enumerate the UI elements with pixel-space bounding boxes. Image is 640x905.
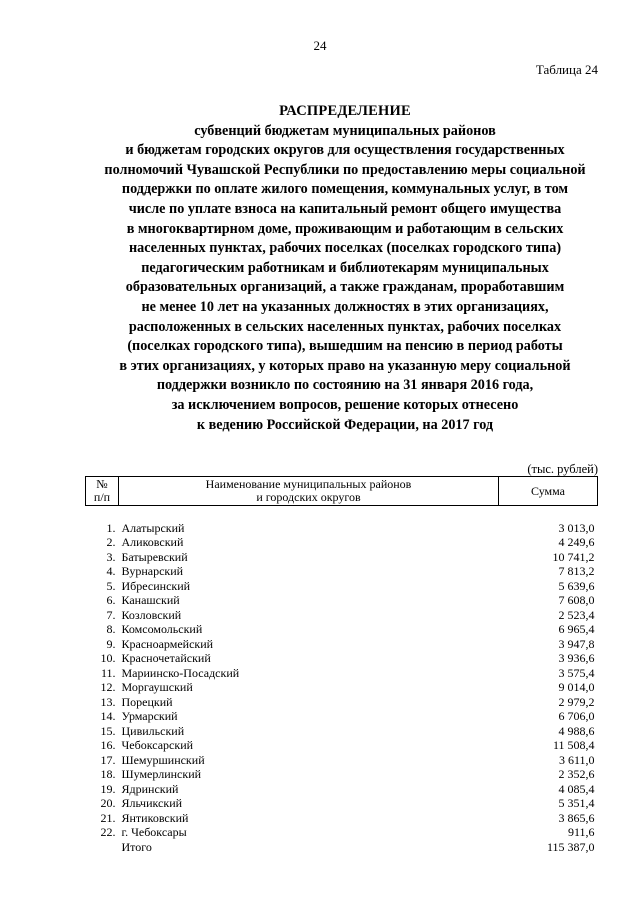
header-number xyxy=(86,477,119,506)
row-district-name: Комсомольский xyxy=(121,622,203,636)
row-sum: 2 523,4 xyxy=(558,607,595,622)
row-sum: 10 741,2 xyxy=(552,549,595,564)
title-line: не менее 10 лет на указанных должностях в этих организациях, xyxy=(141,298,549,315)
row-number: 15. xyxy=(100,723,116,738)
title-line: поддержки по оплате жилого помещения, коммунальных услуг, в том xyxy=(121,181,569,198)
table-row xyxy=(86,579,598,594)
row-number: 2. xyxy=(106,535,116,549)
units-label: (тыс. рублей) xyxy=(527,462,598,476)
total-label: Итого xyxy=(121,839,152,854)
row-number: 22. xyxy=(100,825,116,839)
table-row xyxy=(86,724,598,739)
total-number xyxy=(86,840,119,855)
header-name xyxy=(119,477,499,506)
table-row xyxy=(86,796,598,811)
table-row xyxy=(86,680,598,695)
title-line: полномочий Чувашской Республики по предоставлению меры социальной xyxy=(104,161,586,178)
row-sum: 6 706,0 xyxy=(558,709,595,723)
title-line: расположенных в сельских населенных пунктах, рабочих поселках xyxy=(128,318,562,335)
table-row xyxy=(86,782,598,797)
row-sum: 4 085,4 xyxy=(558,781,595,796)
row-sum: 3 013,0 xyxy=(558,520,595,535)
table-row xyxy=(86,564,598,579)
row-sum: 2 979,2 xyxy=(558,694,595,709)
header-name-line1: Наименование муниципальных районов xyxy=(205,477,412,491)
title-line: образовательных организаций, а также гражданам, проработавшим xyxy=(125,279,565,296)
table-row xyxy=(86,608,598,623)
row-number: 5. xyxy=(106,578,116,593)
row-district-name: Янтиковский xyxy=(121,810,189,825)
row-number: 1. xyxy=(106,520,116,535)
row-sum: 6 965,4 xyxy=(558,622,595,636)
row-district-name: Шумерлинский xyxy=(121,767,202,781)
row-district-name: Красноармейский xyxy=(121,636,214,651)
table-row xyxy=(86,535,598,550)
row-number: 13. xyxy=(100,694,116,709)
table-row xyxy=(86,825,598,840)
row-district-name: Шемуршинский xyxy=(121,752,205,767)
title-line: педагогическим работникам и библиотекарям муниципальных xyxy=(141,259,549,276)
row-number: 10. xyxy=(100,651,116,665)
row-district-name: Цивильский xyxy=(121,723,185,738)
table-row xyxy=(86,593,598,608)
row-district-name: Козловский xyxy=(121,607,182,622)
row-district-name: Мариинско-Посадский xyxy=(121,665,240,680)
row-number: 6. xyxy=(106,593,116,607)
row-sum: 4 988,6 xyxy=(558,723,595,738)
row-district-name: Урмарский xyxy=(121,709,178,723)
header-name-line2: и городских округов xyxy=(256,490,361,504)
title-line: числе по уплате взноса на капитальный ремонт общего имущества xyxy=(128,200,562,217)
table-row xyxy=(86,666,598,681)
title-line: и бюджетам городских округов для осуществления государственных xyxy=(125,142,565,159)
row-number: 7. xyxy=(106,607,116,622)
row-number: 17. xyxy=(100,752,116,767)
row-sum: 7 813,2 xyxy=(558,564,595,578)
row-sum: 7 608,0 xyxy=(558,593,595,607)
table-header-row xyxy=(86,477,598,506)
table-row xyxy=(86,753,598,768)
row-sum: 5 351,4 xyxy=(558,796,595,810)
row-district-name: Батыревский xyxy=(121,549,188,564)
header-number-abbr: п/п xyxy=(93,490,111,504)
page-number: 24 xyxy=(313,38,327,53)
row-sum: 5 639,6 xyxy=(558,578,595,593)
row-number: 18. xyxy=(100,767,116,781)
row-district-name: Аликовский xyxy=(121,535,184,549)
subvention-table xyxy=(85,476,598,854)
row-number: 14. xyxy=(100,709,116,723)
row-number: 4. xyxy=(106,564,116,578)
title-line: за исключением вопросов, решение которых отнесено xyxy=(171,396,519,413)
row-sum: 911,6 xyxy=(567,825,595,839)
row-sum: 3 611,0 xyxy=(558,752,595,767)
row-district-name: Моргаушский xyxy=(121,680,193,694)
title-line: поддержки возникло по состоянию на 31 января 2016 года, xyxy=(156,377,534,394)
header-number-symbol: № xyxy=(96,477,108,491)
table-row xyxy=(86,811,598,826)
header-sum: Сумма xyxy=(499,477,598,506)
row-sum: 3 936,6 xyxy=(558,651,595,665)
title-line: субвенций бюджетам муниципальных районов xyxy=(194,122,496,139)
row-sum: 2 352,6 xyxy=(558,767,595,781)
table-row xyxy=(86,521,598,536)
row-district-name: Вурнарский xyxy=(121,564,184,578)
row-number: 9. xyxy=(106,636,116,651)
row-district-name: Чебоксарский xyxy=(121,738,194,752)
table-label: Таблица 24 xyxy=(535,62,598,77)
title-line: к ведению Российской Федерации, на 2017 год xyxy=(196,416,494,433)
title-line: (поселках городского типа), вышедшим на пенсию в период работы xyxy=(127,338,563,355)
title-heading: РАСПРЕДЕЛЕНИЕ xyxy=(279,103,411,119)
row-district-name: Алатырский xyxy=(121,520,185,535)
row-number: 11. xyxy=(100,665,116,680)
row-district-name: Яльчикский xyxy=(121,796,183,810)
title-line: в многоквартирном доме, проживающим и работающим в сельских xyxy=(126,220,564,237)
row-district-name: Канашский xyxy=(121,593,180,607)
title-line: населенных пунктах, рабочих поселках (поселках городского типа) xyxy=(128,240,562,257)
row-sum: 11 508,4 xyxy=(552,738,595,752)
table-row xyxy=(86,637,598,652)
row-number: 12. xyxy=(100,680,116,694)
table-row xyxy=(86,622,598,637)
row-sum: 9 014,0 xyxy=(558,680,595,694)
table-row xyxy=(86,767,598,782)
table-row xyxy=(86,709,598,724)
row-sum: 3 947,8 xyxy=(558,636,595,651)
row-number: 21. xyxy=(100,810,116,825)
row-number: 16. xyxy=(100,738,116,752)
row-sum: 3 865,6 xyxy=(558,810,595,825)
row-district-name: Красночетайский xyxy=(121,651,211,665)
row-number: 3. xyxy=(106,549,116,564)
row-sum: 3 575,4 xyxy=(558,665,595,680)
row-district-name: Порецкий xyxy=(121,694,173,709)
total-sum: 115 387,0 xyxy=(546,839,595,854)
row-sum: 4 249,6 xyxy=(558,535,595,549)
table-row xyxy=(86,695,598,710)
table-row xyxy=(86,651,598,666)
row-district-name: г. Чебоксары xyxy=(121,825,187,839)
row-number: 20. xyxy=(100,796,116,810)
document-title xyxy=(70,102,620,435)
total-row xyxy=(86,840,598,855)
table-row xyxy=(86,550,598,565)
row-number: 19. xyxy=(100,781,116,796)
row-number: 8. xyxy=(106,622,116,636)
title-line: в этих организациях, у которых право на указанную меру социальной xyxy=(119,357,571,374)
row-district-name: Ибресинский xyxy=(121,578,191,593)
table-row xyxy=(86,738,598,753)
spacer-row xyxy=(86,506,598,521)
table-body xyxy=(86,506,598,855)
row-district-name: Ядринский xyxy=(121,781,179,796)
